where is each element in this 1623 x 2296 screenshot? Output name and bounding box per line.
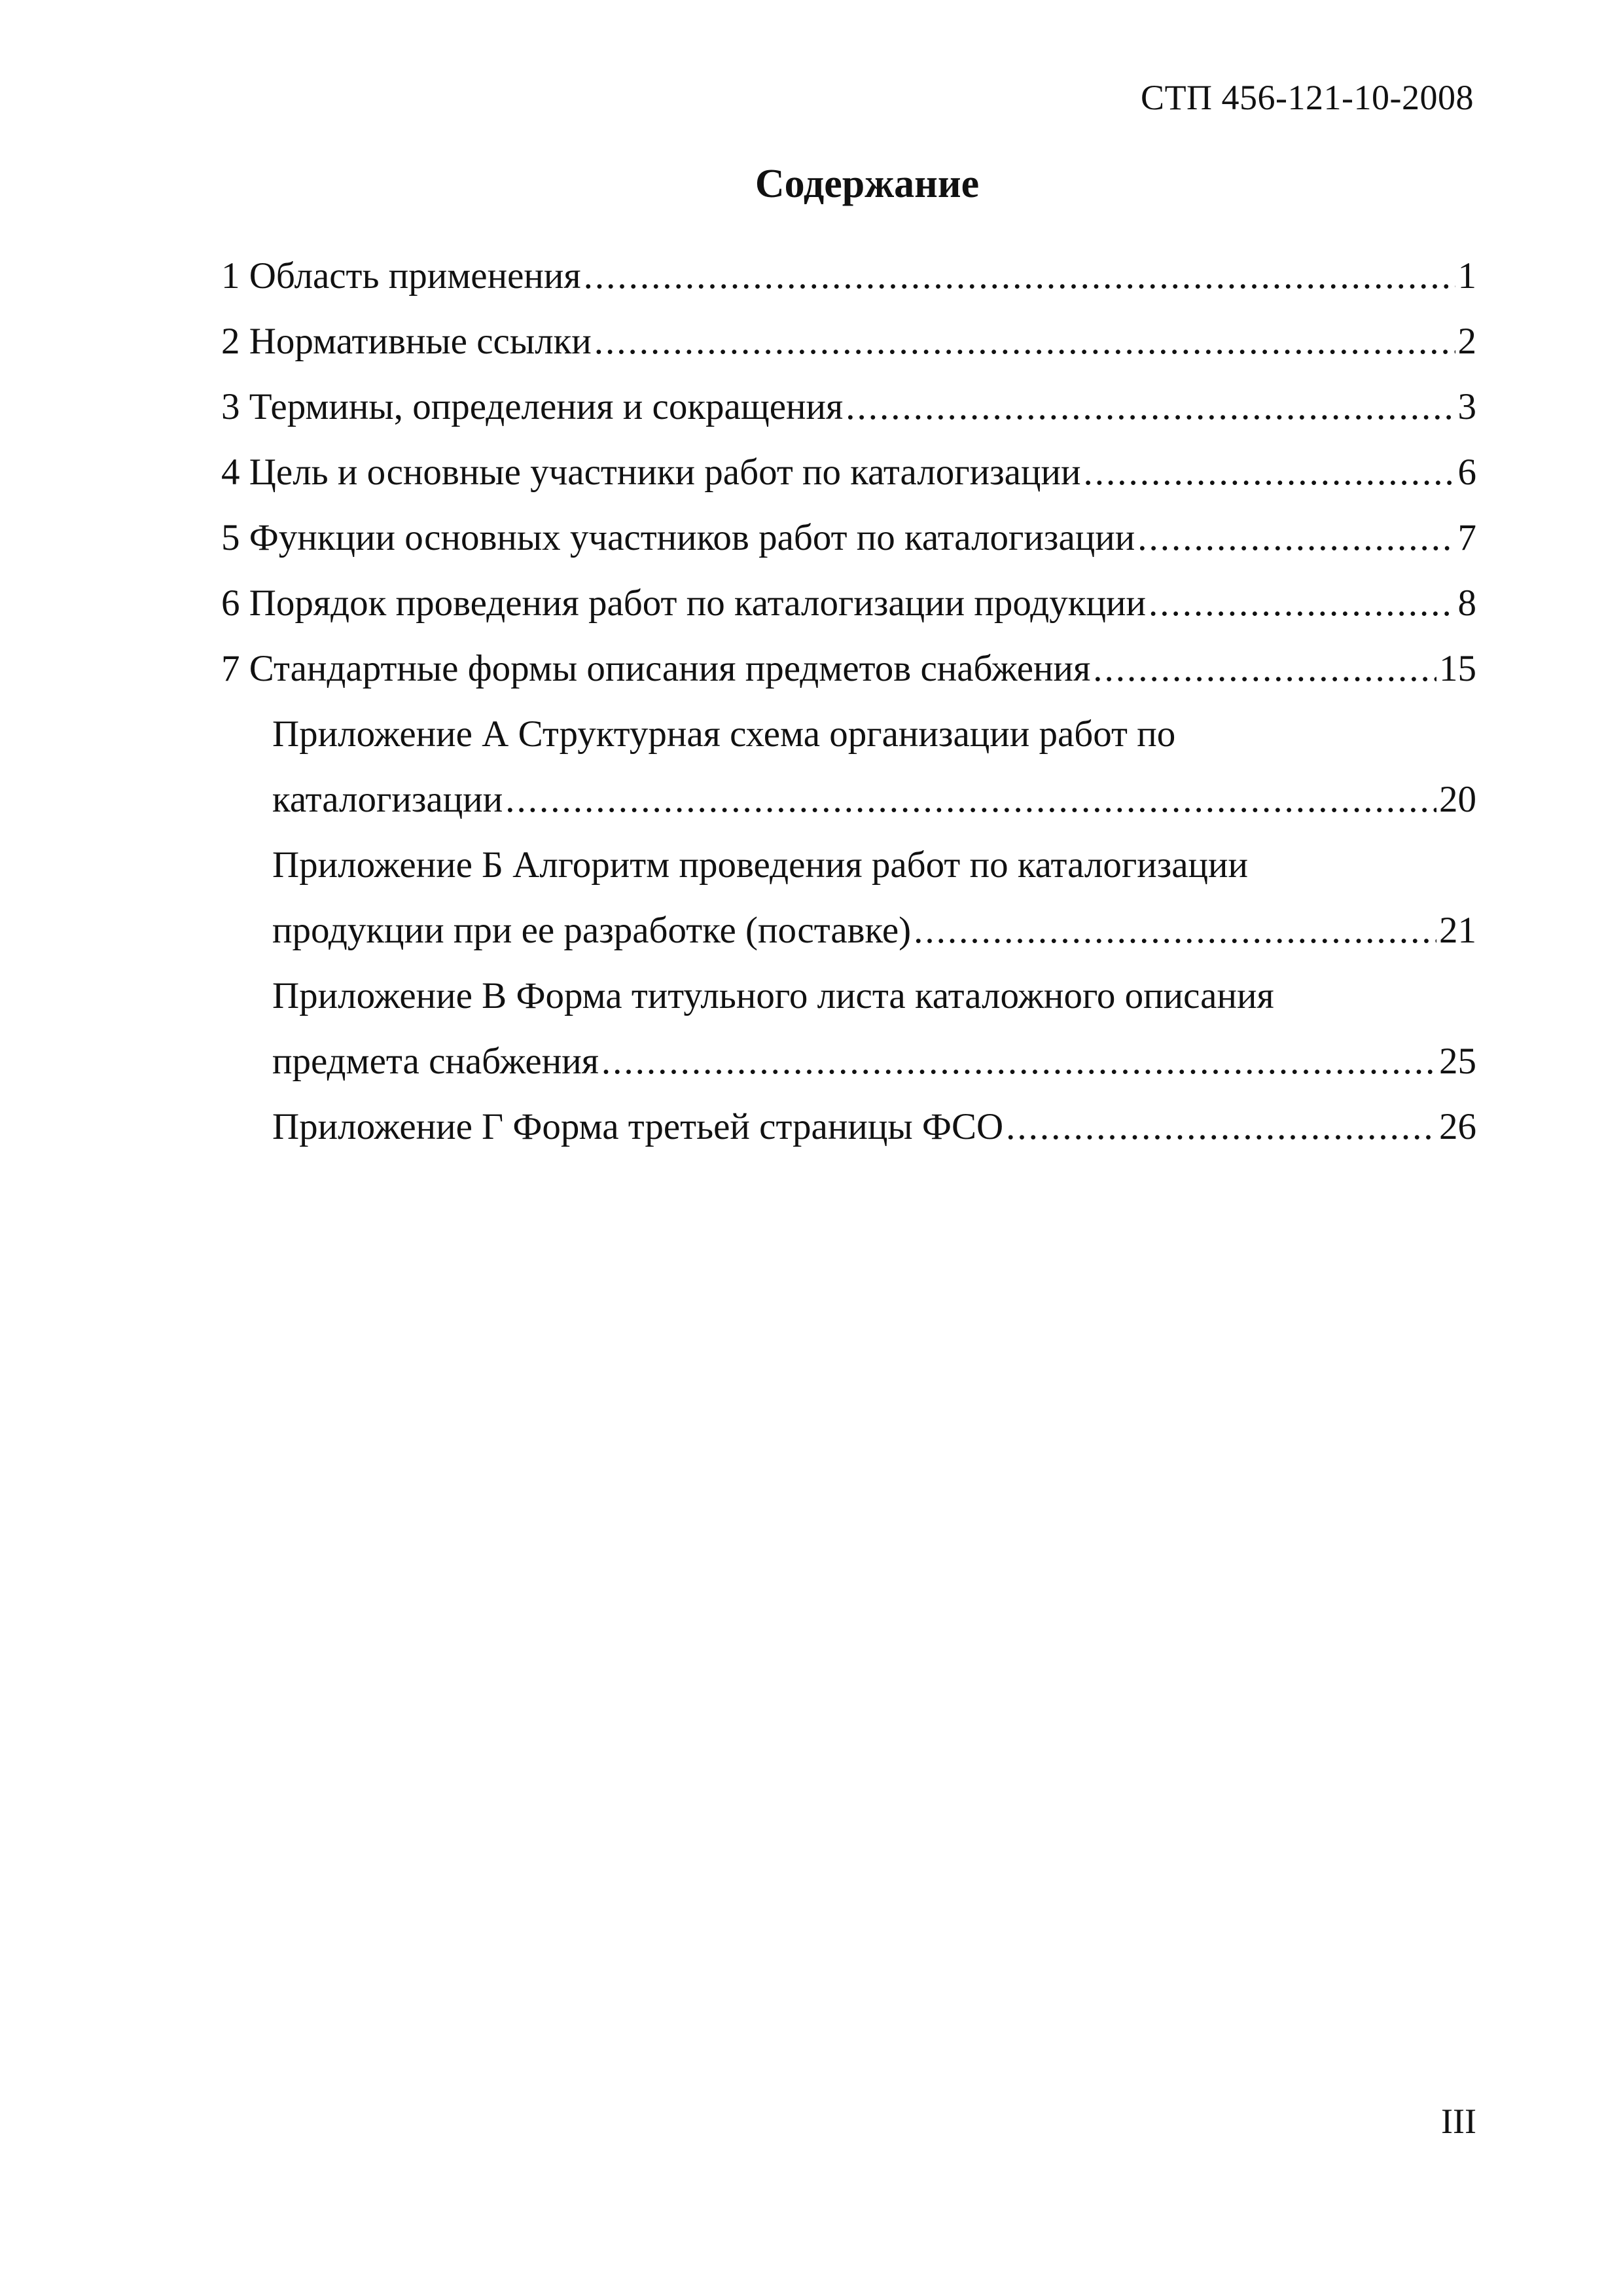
toc-entry-title: Приложение А Структурная схема организации работ по <box>272 713 1176 755</box>
toc-title: Содержание <box>755 162 980 206</box>
toc-entry <box>221 243 1476 309</box>
page-number: III <box>1441 2102 1476 2141</box>
toc-entry-page: 15 <box>1439 648 1476 689</box>
toc-entry-title: 2 Нормативные ссылки <box>221 321 592 362</box>
toc-entry-title: продукции при ее разработке (поставке) <box>272 910 912 951</box>
toc-entry-page: 26 <box>1439 1106 1476 1147</box>
dot-leader <box>914 898 1436 963</box>
toc-entry-continued <box>221 702 1476 767</box>
dot-leader <box>1137 505 1455 571</box>
dot-leader <box>584 243 1455 309</box>
toc-entry-page: 8 <box>1457 583 1476 624</box>
dot-leader <box>1083 440 1455 505</box>
toc-entry-page: 20 <box>1439 779 1476 820</box>
table-of-contents <box>221 243 1476 1160</box>
toc-entry <box>221 1094 1476 1160</box>
toc-entry-page: 21 <box>1439 910 1476 951</box>
toc-entry-title: 6 Порядок проведения работ по каталогизации продукции <box>221 583 1146 624</box>
dot-leader <box>846 374 1455 440</box>
toc-entry-title: 3 Термины, определения и сокращения <box>221 386 844 427</box>
dot-leader <box>594 309 1455 374</box>
dot-leader <box>1093 636 1436 702</box>
toc-entry-title: Приложение В Форма титульного листа каталожного описания <box>272 975 1274 1016</box>
toc-entry <box>221 636 1476 702</box>
toc-entry-title: 1 Область применения <box>221 255 581 296</box>
toc-entry-continued <box>221 963 1476 1029</box>
dot-leader <box>1006 1094 1436 1160</box>
toc-entry-page: 25 <box>1439 1041 1476 1082</box>
toc-entry <box>221 309 1476 374</box>
toc-entry-continued <box>221 833 1476 898</box>
toc-entry-page: 3 <box>1457 386 1476 427</box>
toc-entry-title: каталогизации <box>272 779 503 820</box>
toc-entry <box>221 374 1476 440</box>
toc-entry-page: 2 <box>1457 321 1476 362</box>
toc-entry-title: Приложение Г Форма третьей страницы ФСО <box>272 1106 1004 1147</box>
toc-entry-title: 7 Стандартные формы описания предметов снабжения <box>221 648 1091 689</box>
toc-entry-page: 1 <box>1457 255 1476 296</box>
dot-leader <box>505 767 1436 833</box>
toc-entry-page: 7 <box>1457 517 1476 558</box>
toc-entry <box>221 898 1476 963</box>
toc-entry-title: 4 Цель и основные участники работ по каталогизации <box>221 452 1081 493</box>
toc-entry-title: предмета снабжения <box>272 1041 599 1082</box>
toc-entry <box>221 1029 1476 1094</box>
toc-entry <box>221 571 1476 636</box>
toc-entry-page: 6 <box>1457 452 1476 493</box>
toc-entry <box>221 767 1476 833</box>
dot-leader <box>1149 571 1455 636</box>
toc-entry-title: Приложение Б Алгоритм проведения работ по каталогизации <box>272 844 1249 886</box>
toc-entry-title: 5 Функции основных участников работ по каталогизации <box>221 517 1135 558</box>
toc-entry <box>221 505 1476 571</box>
toc-entry <box>221 440 1476 505</box>
document-code: СТП 456-121-10-2008 <box>1141 78 1474 117</box>
dot-leader <box>601 1029 1436 1094</box>
